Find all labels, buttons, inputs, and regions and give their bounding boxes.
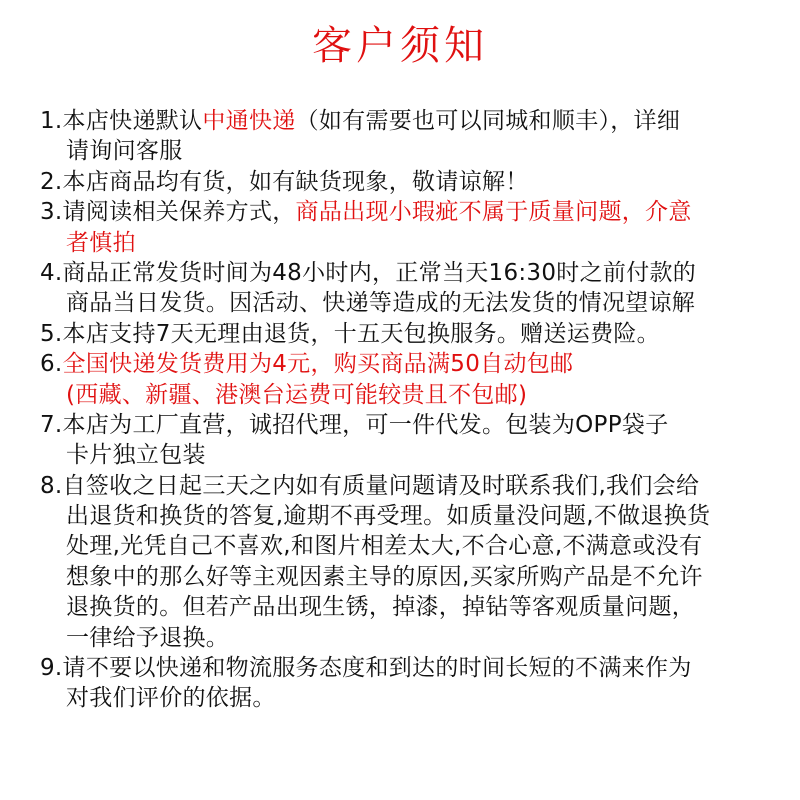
item-number: 9.	[40, 655, 63, 682]
notice-item	[40, 319, 780, 349]
highlighted-text: 者慎拍	[66, 229, 136, 256]
notice-text: 出退货和换货的答复,逾期不再受理。如质量没问题,不做退换货	[66, 503, 711, 530]
notice-text: 自签收之日起三天之内如有质量问题请及时联系我们,我们会给	[62, 472, 700, 499]
notice-item	[40, 410, 780, 471]
notice-item	[40, 471, 780, 653]
notice-line	[40, 592, 780, 622]
notice-line	[40, 106, 780, 136]
notice-line	[40, 440, 780, 470]
item-number: 2.	[40, 168, 63, 195]
notice-text: 卡片独立包装	[66, 442, 206, 469]
notice-line	[40, 683, 780, 713]
highlighted-text: 全国快递发货费用为4元，购买商品满50自动包邮	[62, 351, 574, 378]
notice-line	[40, 653, 780, 683]
item-number: 6.	[40, 351, 63, 378]
notice-text: 本店为工厂直营，诚招代理，可一件代发。包装为OPP袋子	[62, 411, 669, 438]
notice-item	[40, 349, 780, 410]
notice-line	[40, 197, 780, 227]
notice-text: 请不要以快递和物流服务态度和到达的时间长短的不满来作为	[62, 655, 692, 682]
notice-line	[40, 258, 780, 288]
notice-text: 对我们评价的依据。	[66, 685, 276, 712]
notice-item	[40, 258, 780, 319]
notice-item	[40, 653, 780, 714]
notice-line	[40, 562, 780, 592]
item-number: 5.	[40, 320, 63, 347]
notice-line	[40, 288, 780, 318]
notice-item	[40, 106, 780, 167]
notice-line	[40, 471, 780, 501]
notice-line	[40, 167, 780, 197]
notice-line	[40, 501, 780, 531]
notice-list	[40, 106, 780, 714]
notice-item	[40, 197, 780, 258]
notice-text: 商品正常发货时间为48小时内，正常当天16:30时之前付款的	[62, 259, 697, 286]
notice-text: 本店支持7天无理由退货，十五天包换服务。赠送运费险。	[62, 320, 660, 347]
notice-text: 本店快递默认	[62, 108, 203, 134]
item-number: 1.	[40, 108, 63, 134]
item-number: 7.	[40, 411, 63, 438]
notice-line	[40, 349, 780, 379]
notice-line	[40, 228, 780, 258]
notice-text: 一律给予退换。	[66, 624, 230, 651]
notice-text: 退换货的。但若产品出现生锈，掉漆，掉钻等客观质量问题，	[66, 594, 696, 621]
item-number: 3.	[40, 199, 63, 226]
notice-text: 请询问客服	[66, 138, 183, 165]
notice-text: 处理,光凭自己不喜欢,和图片相差太大,不合心意,不满意或没有	[66, 533, 703, 560]
notice-item	[40, 167, 780, 197]
notice-line	[40, 380, 780, 410]
page-title: 客户须知	[312, 23, 488, 69]
notice-line	[40, 623, 780, 653]
highlighted-text: 商品出现小瑕疵不属于质量问题，介意	[295, 199, 692, 226]
item-number: 8.	[40, 472, 63, 499]
highlighted-text: (西藏、新疆、港澳台运费可能较贵且不包邮)	[66, 381, 528, 408]
item-number: 4.	[40, 259, 63, 286]
highlighted-text: 中通快递	[202, 108, 296, 134]
notice-text: 想象中的那么好等主观因素主导的原因,买家所购产品是不允许	[66, 563, 703, 590]
notice-line	[40, 319, 780, 349]
notice-text: （如有需要也可以同城和顺丰），详细	[295, 108, 681, 134]
notice-line	[40, 410, 780, 440]
notice-text: 请阅读相关保养方式，	[62, 199, 296, 226]
notice-text: 本店商品均有货，如有缺货现象，敬请谅解！	[62, 168, 529, 195]
notice-text: 商品当日发货。因活动、快递等造成的无法发货的情况望谅解	[66, 290, 696, 317]
notice-line	[40, 136, 780, 166]
notice-line	[40, 531, 780, 561]
